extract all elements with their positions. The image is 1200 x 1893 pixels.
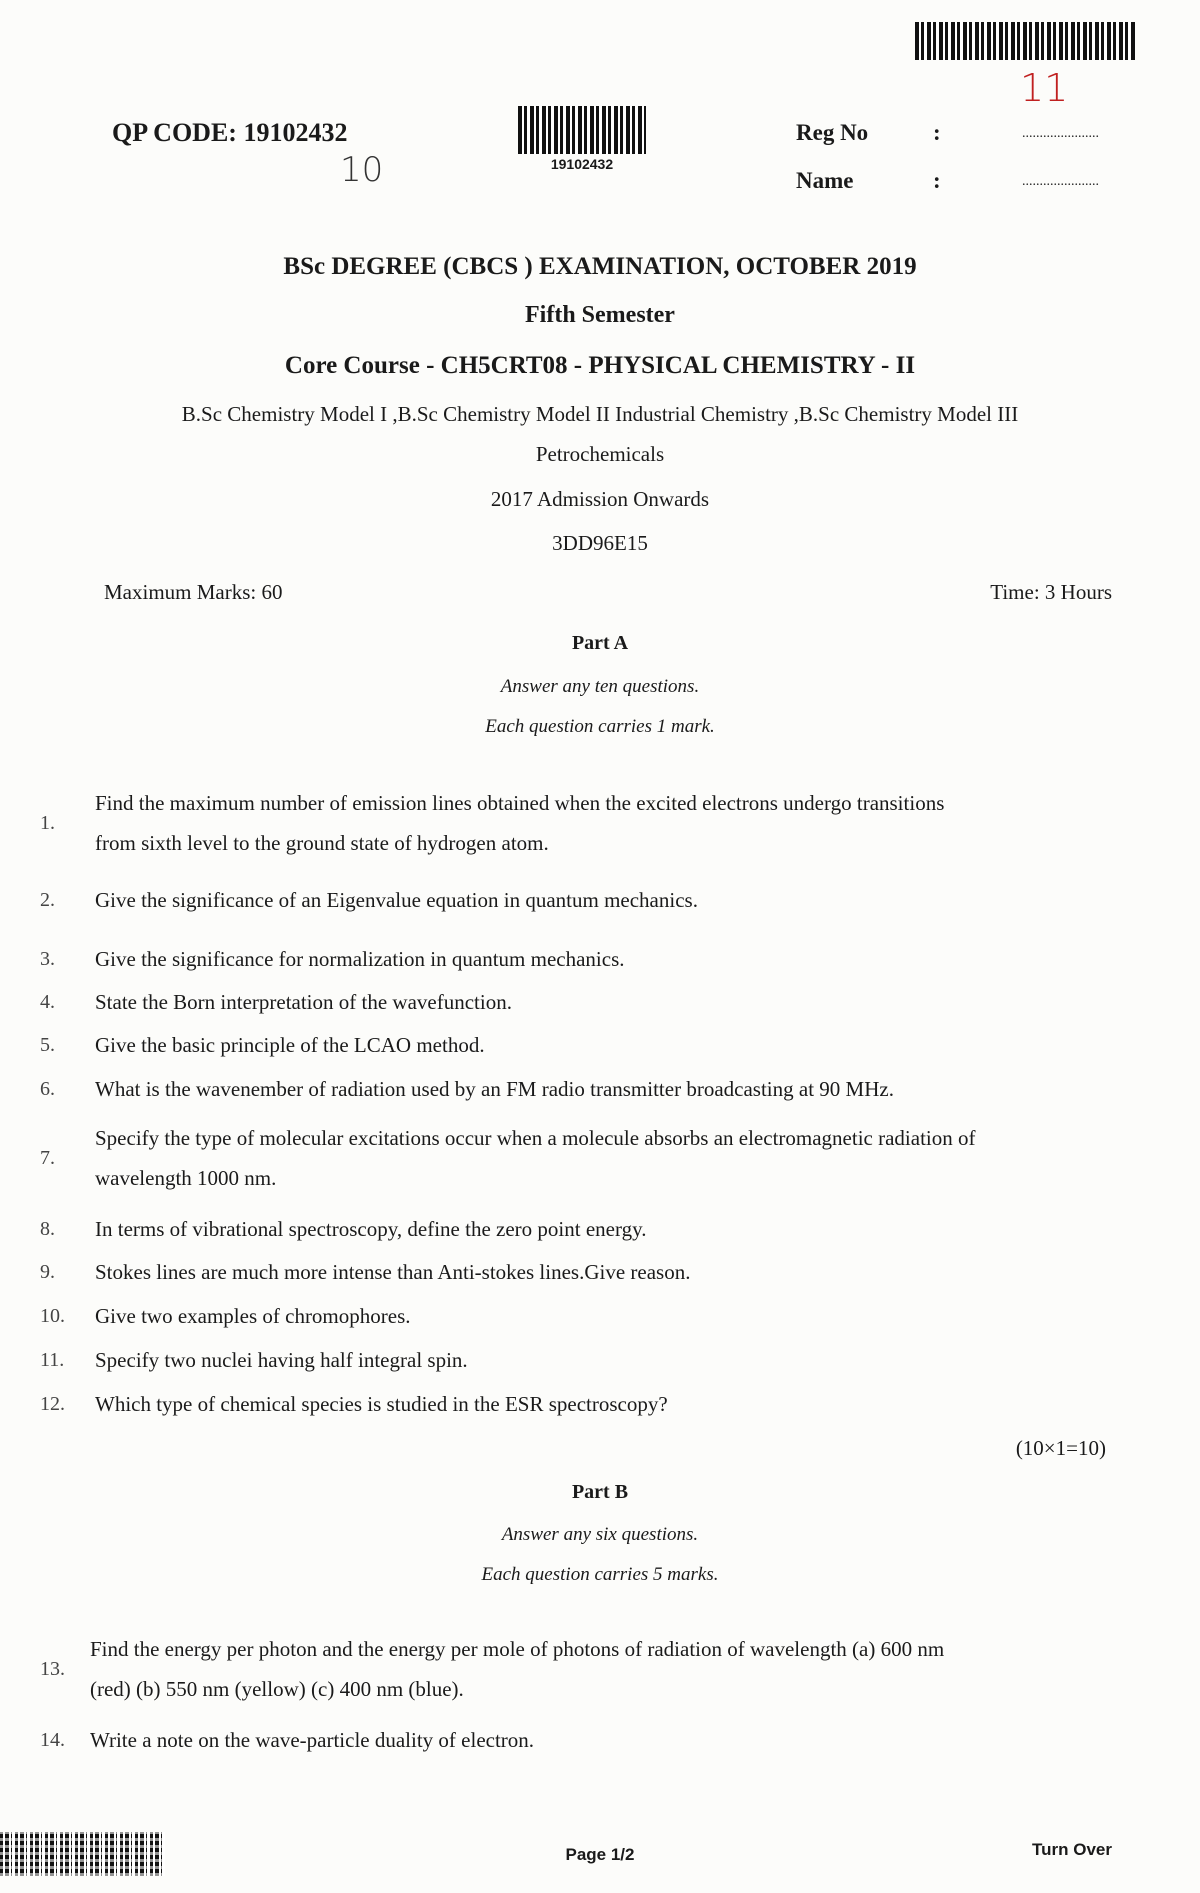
qp-code: QP CODE: 19102432 xyxy=(112,118,348,147)
name-colon: : xyxy=(933,168,941,193)
part-a-instruction1: Answer any ten questions. xyxy=(500,676,700,697)
question-text: State the Born interpretation of the wavefunction. xyxy=(95,990,512,1014)
question-number: 4. xyxy=(40,991,55,1013)
programmes-line2: Petrochemicals xyxy=(535,442,665,466)
bottom-left-barcode xyxy=(0,1832,165,1876)
part-b-instruction1: Answer any six questions. xyxy=(501,1524,699,1545)
name-field: ...................... xyxy=(1022,174,1099,189)
page-number: Page 1/2 xyxy=(565,1845,635,1864)
question-number: 10. xyxy=(40,1305,65,1327)
question-number: 3. xyxy=(40,948,55,970)
question-text xyxy=(90,1629,1150,1709)
question-number: 13. xyxy=(40,1658,65,1680)
part-b-instruction2: Each question carries 5 marks. xyxy=(481,1564,719,1585)
handwritten-mark: 10 xyxy=(340,150,384,190)
question-1 xyxy=(40,783,1140,863)
admission: 2017 Admission Onwards xyxy=(490,487,710,511)
course-title: Core Course - CH5CRT08 - PHYSICAL CHEMISTRY - II xyxy=(284,352,916,379)
question-number: 14. xyxy=(40,1729,65,1751)
reg-no-field: ...................... xyxy=(1022,126,1099,141)
question-text xyxy=(95,783,1155,863)
semester: Fifth Semester xyxy=(525,302,675,328)
max-marks: Maximum Marks: 60 xyxy=(104,580,283,604)
exam-code: 3DD96E15 xyxy=(552,531,648,555)
part-a-instruction2: Each question carries 1 mark. xyxy=(485,716,715,737)
question-13 xyxy=(40,1629,1140,1709)
question-text: Give the significance for normalization in quantum mechanics. xyxy=(95,947,625,971)
question-number: 2. xyxy=(40,889,55,911)
question-text: What is the wavenember of radiation used by an FM radio transmitter broadcasting at 90 MHz. xyxy=(95,1077,894,1101)
part-b-heading: Part B xyxy=(571,1481,629,1503)
top-right-barcode xyxy=(915,22,1135,60)
reg-no-colon: : xyxy=(933,120,941,145)
question-line: Specify the type of molecular excitations occur when a molecule absorbs an electromagnetic radiation of xyxy=(95,1126,976,1150)
question-number: 9. xyxy=(40,1261,55,1283)
qp-barcode xyxy=(518,106,646,154)
question-number: 12. xyxy=(40,1393,65,1415)
question-number: 7. xyxy=(40,1147,55,1169)
question-7 xyxy=(40,1118,1140,1198)
question-line: Find the energy per photon and the energy per mole of photons of radiation of wavelength (a) 600 nm xyxy=(90,1637,945,1661)
question-text: Stokes lines are much more intense than Anti-stokes lines.Give reason. xyxy=(95,1260,691,1284)
question-number: 5. xyxy=(40,1034,55,1056)
question-text: In terms of vibrational spectroscopy, define the zero point energy. xyxy=(95,1217,647,1241)
part-a-marks: (10×1=10) xyxy=(1015,1436,1106,1460)
time: Time: 3 Hours xyxy=(990,580,1112,604)
exam-title: BSc DEGREE (CBCS ) EXAMINATION, OCTOBER 2019 xyxy=(283,253,917,280)
question-text: Specify two nuclei having half integral spin. xyxy=(95,1348,468,1372)
question-text: Give the significance of an Eigenvalue equation in quantum mechanics. xyxy=(95,888,698,912)
handwritten-page-count: 11 xyxy=(1020,66,1069,110)
name-label: Name xyxy=(796,168,854,193)
turn-over: Turn Over xyxy=(1032,1840,1112,1859)
question-number: 11. xyxy=(40,1349,65,1371)
question-text: Which type of chemical species is studied in the ESR spectroscopy? xyxy=(95,1392,668,1416)
part-a-heading: Part A xyxy=(571,632,629,654)
question-text xyxy=(95,1118,1155,1198)
question-number: 1. xyxy=(40,812,55,834)
question-line: wavelength 1000 nm. xyxy=(95,1166,277,1190)
question-text: Write a note on the wave-particle duality of electron. xyxy=(90,1728,535,1752)
barcode-number: 19102432 xyxy=(550,156,614,172)
question-text: Give two examples of chromophores. xyxy=(95,1304,411,1328)
question-line: (red) (b) 550 nm (yellow) (c) 400 nm (blue). xyxy=(90,1677,464,1701)
programmes-line1: B.Sc Chemistry Model I ,B.Sc Chemistry Model II Industrial Chemistry ,B.Sc Chemistry Model III xyxy=(181,402,1019,426)
question-line: Find the maximum number of emission lines obtained when the excited electrons undergo transitions xyxy=(95,791,945,815)
question-text: Give the basic principle of the LCAO method. xyxy=(95,1033,485,1057)
question-number: 6. xyxy=(40,1078,55,1100)
reg-no-label: Reg No xyxy=(796,120,869,145)
question-number: 8. xyxy=(40,1218,55,1240)
question-line: from sixth level to the ground state of hydrogen atom. xyxy=(95,831,549,855)
